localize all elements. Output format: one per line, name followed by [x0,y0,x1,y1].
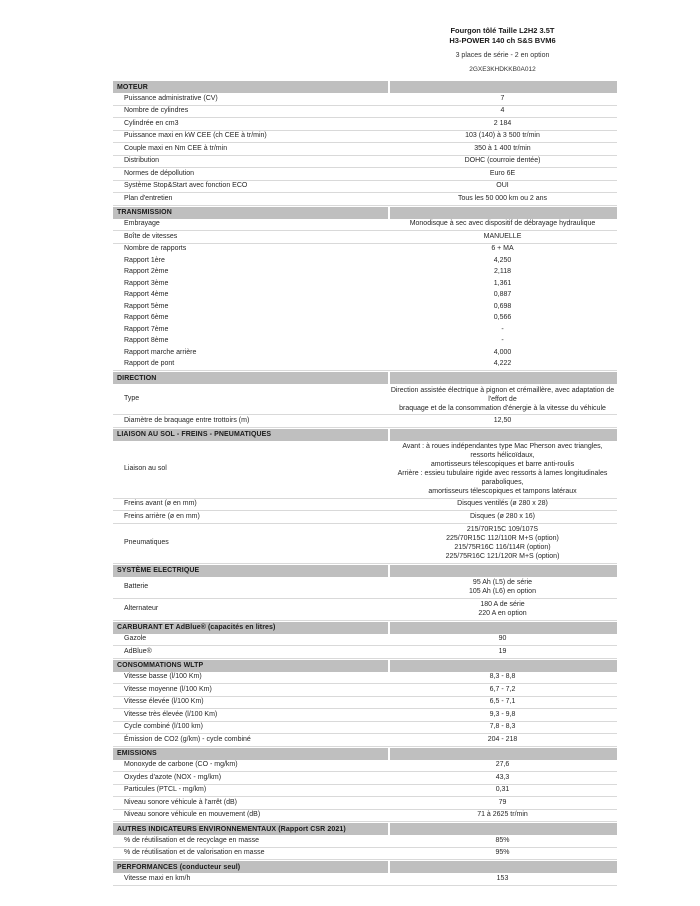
spec-value: 12,50 [493,416,512,424]
spec-value: 7,8 - 8,3 [489,723,516,730]
spec-row [113,697,617,710]
spec-label: Pneumatiques [124,538,169,546]
spec-value [388,384,617,414]
spec-row [113,156,617,169]
spec-value: 0,31 [495,786,510,793]
section-title: EMISSIONS [117,750,157,757]
spec-value: 43,3 [495,773,510,781]
spec-row [113,301,617,313]
spec-row [113,244,617,256]
spec-row [113,709,617,722]
spec-row [113,524,617,564]
spec-value: 71 à 2625 tr/min [477,811,528,818]
spec-label: Monoxyde de carbone (CO - mg/km) [124,761,238,768]
spec-row [113,810,617,823]
section-title: MOTEUR [117,83,148,91]
spec-value: 204 - 218 [487,735,518,743]
spec-value: Euro 6E [489,169,516,177]
spec-row [113,219,617,232]
spec-value-line: 95 Ah (L5) de série [472,579,533,586]
spec-value: MANUELLE [483,232,522,240]
spec-label: Vitesse moyenne (l/100 Km) [124,685,212,693]
spec-value-line: 215/70R15C 109/107S [466,526,539,533]
section-title: AUTRES INDICATEURS ENVIRONNEMENTAUX (Rapport CSR 2021) [117,825,346,833]
spec-label: Vitesse très élevée (l/100 Km) [124,710,218,718]
spec-row [113,772,617,785]
spec-value: 2 184 [493,119,512,127]
section-title: CARBURANT ET AdBlue® (capacités en litres) [117,624,276,631]
spec-label: % de réutilisation et de valorisation en masse [124,849,265,856]
spec-label: Rapport de pont [124,360,175,367]
seats-note: 3 places de série - 2 en option [455,52,550,59]
spec-value: Disques ventilés (ø 280 x 28) [457,500,548,507]
spec-row [113,168,617,181]
spec-label: Vitesse élevée (l/100 Km) [124,698,204,705]
spec-label: Rapport 4ème [124,291,169,298]
spec-value: 4,222 [493,360,512,367]
spec-label: Boîte de vitesses [124,232,178,240]
spec-row [113,672,617,685]
spec-label: Puissance administrative (CV) [124,94,218,102]
spec-row [113,785,617,798]
spec-label: Rapport 2ème [124,268,169,275]
spec-sheet [113,26,617,886]
spec-label: Couple maxi en Nm CEE à tr/min [124,144,228,152]
spec-row [113,193,617,206]
spec-value: 4,250 [493,256,512,264]
spec-value: 6,7 - 7,2 [489,685,516,693]
section-title: PERFORMANCES (conducteur seul) [117,863,241,871]
spec-row [113,118,617,131]
spec-value: 6,5 - 7,1 [489,698,516,705]
section-title: SYSTÈME ELECTRIQUE [117,567,200,574]
spec-label: Émission de CO2 (g/km) - cycle combiné [124,735,251,743]
spec-row [113,181,617,194]
spec-value: 9,3 - 9,8 [489,710,516,718]
spec-value: 6 + MA [491,245,514,252]
spec-value-line: 225/70R15C 112/110R M+S (option) [446,535,559,542]
spec-value-line: amortisseurs télescopiques et tampons latéraux [428,488,577,495]
section-header [113,429,617,441]
spec-label: Rapport 3ème [124,279,169,287]
spec-label: Rapport 5ème [124,302,169,310]
section-header [113,748,617,760]
spec-value-line: Avant : à roues indépendantes type Mac Pherson avec triangles, ressorts hélicoïdaux, [402,443,603,459]
spec-row [113,143,617,156]
spec-row [113,599,617,621]
spec-value-line: braquage et de la consommation d'énergie à la vitesse du véhicule [399,404,606,412]
spec-label: Vitesse maxi en km/h [124,874,191,882]
spec-value: 350 à 1 400 tr/min [474,144,531,152]
spec-value-line: 180 A de série [480,601,525,608]
spec-row [113,93,617,106]
spec-row [113,267,617,279]
spec-value: 85% [495,836,510,844]
spec-value-line: 105 Ah (L6) en option [469,588,536,595]
spec-label: Freins arrière (ø en mm) [124,512,200,520]
section-header [113,207,617,219]
spec-label: Nombre de rapports [124,245,187,252]
spec-row [113,384,617,415]
spec-label: Diamètre de braquage entre trottoirs (m) [124,416,250,424]
spec-label: Distribution [124,157,160,164]
spec-row [113,684,617,697]
spec-value: 7 [500,94,505,102]
spec-label: Freins avant (ø en mm) [124,500,197,507]
model-code: 2GXE3KHDKKB0A012 [469,66,536,73]
spec-row [113,646,617,659]
spec-value [388,577,617,598]
spec-value: 1,361 [493,279,512,287]
spec-value: 19 [498,647,507,655]
spec-row [113,324,617,336]
spec-row [113,415,617,428]
spec-value-line: amortisseurs télescopiques et barre anti-roulis [430,461,575,468]
section-header [113,622,617,634]
section-header [113,660,617,672]
spec-value: 27,6 [495,761,510,768]
spec-row [113,106,617,119]
spec-label: Embrayage [124,220,160,227]
spec-value: Tous les 50 000 km ou 2 ans [457,194,548,202]
spec-value: 4,000 [493,348,512,356]
section-header [113,565,617,577]
spec-label: Rapport 8ème [124,337,169,344]
section-title: CONSOMMATIONS WLTP [117,662,204,669]
spec-row [113,760,617,773]
spec-row [113,873,617,886]
spec-label: Rapport 6ème [124,314,169,321]
spec-value-line: Arrière : essieu tubulaire rigide avec ressorts à lames longitudinales paraboliques, [397,470,608,486]
spec-value: - [501,337,504,344]
spec-value: 4 [500,107,505,114]
spec-label: Système Stop&Start avec fonction ECO [124,182,248,189]
spec-label: Alternateur [124,604,159,612]
spec-row [113,511,617,524]
spec-value: 95% [495,849,510,856]
spec-value-line: 215/75R16C 116/114R (option) [454,544,551,551]
spec-label: Particules (PTCL - mg/km) [124,786,207,793]
spec-row [113,290,617,302]
spec-row [113,359,617,372]
spec-label: Rapport 7ème [124,325,169,333]
spec-row [113,634,617,647]
spec-value [388,441,617,498]
section-header [113,823,617,835]
spec-label: % de réutilisation et de recyclage en masse [124,836,260,844]
spec-label: Gazole [124,635,147,642]
spec-label: Vitesse basse (l/100 Km) [124,673,202,680]
section-title: TRANSMISSION [117,209,172,216]
page-subtitle-engine: H3-POWER 140 ch S&S BVM6 [449,35,556,45]
spec-value: 90 [498,635,507,642]
section-title: DIRECTION [117,374,157,382]
section-title: LIAISON AU SOL - FREINS - PNEUMATIQUES [117,431,272,438]
spec-row [113,797,617,810]
spec-row [113,441,617,499]
spec-value: 0,698 [493,302,512,310]
spec-label: Oxydes d'azote (NOX - mg/km) [124,773,222,781]
spec-label: Plan d'entretien [124,194,173,202]
spec-row [113,255,617,267]
spec-row [113,499,617,512]
spec-label: Batterie [124,582,149,590]
spec-value: 0,887 [493,291,512,298]
spec-row [113,848,617,861]
spec-value: Disques (ø 280 x 16) [470,512,535,520]
spec-label: Nombre de cylindres [124,107,189,114]
spec-value: 153 [496,874,509,882]
spec-row [113,131,617,144]
spec-label: Cylindrée en cm3 [124,119,179,127]
spec-value [388,599,617,620]
spec-value [388,524,617,563]
spec-value: Monodisque à sec avec dispositif de débrayage hydraulique [409,220,596,227]
spec-label: Niveau sonore véhicule à l'arrêt (dB) [124,798,238,806]
section-header [113,861,617,873]
spec-label: Rapport marche arrière [124,348,197,356]
spec-value: DOHC (courroie dentée) [464,157,541,164]
spec-label: Puissance maxi en kW CEE (ch CEE à tr/min) [124,132,267,139]
spec-row [113,347,617,359]
spec-value: - [501,325,504,333]
spec-label: Niveau sonore véhicule en mouvement (dB) [124,811,261,818]
spec-label: Type [124,394,140,402]
spec-value: 79 [498,798,507,806]
spec-value-line: Direction assistée électrique à pignon et crémaillère, avec adaptation de l'effort de [390,386,615,403]
spec-label: Normes de dépollution [124,169,195,177]
spec-row [113,336,617,348]
spec-value: 2,118 [494,268,511,275]
spec-value: 103 (140) à 3 500 tr/min [465,132,540,139]
spec-label: Cycle combiné (l/100 km) [124,723,203,730]
section-header [113,372,617,384]
spec-value-line: 220 A en option [478,610,527,617]
spec-value: OUI [496,182,509,189]
spec-value: 0,566 [493,314,512,321]
spec-row [113,313,617,325]
page-title: Fourgon tôlé Taille L2H2 3.5T [450,26,555,35]
document-header [388,26,617,74]
spec-label: Rapport 1ère [124,256,165,264]
spec-row [113,231,617,244]
spec-value-line: 225/75R16C 121/120R M+S (option) [445,553,560,560]
spec-row [113,734,617,747]
spec-table [113,81,617,886]
spec-row [113,835,617,848]
spec-label: Liaison au sol [124,464,167,472]
spec-row [113,722,617,735]
section-header [113,81,617,93]
spec-label: AdBlue® [124,647,152,655]
spec-row [113,577,617,599]
spec-row [113,278,617,290]
spec-value: 8,3 - 8,8 [489,673,516,680]
